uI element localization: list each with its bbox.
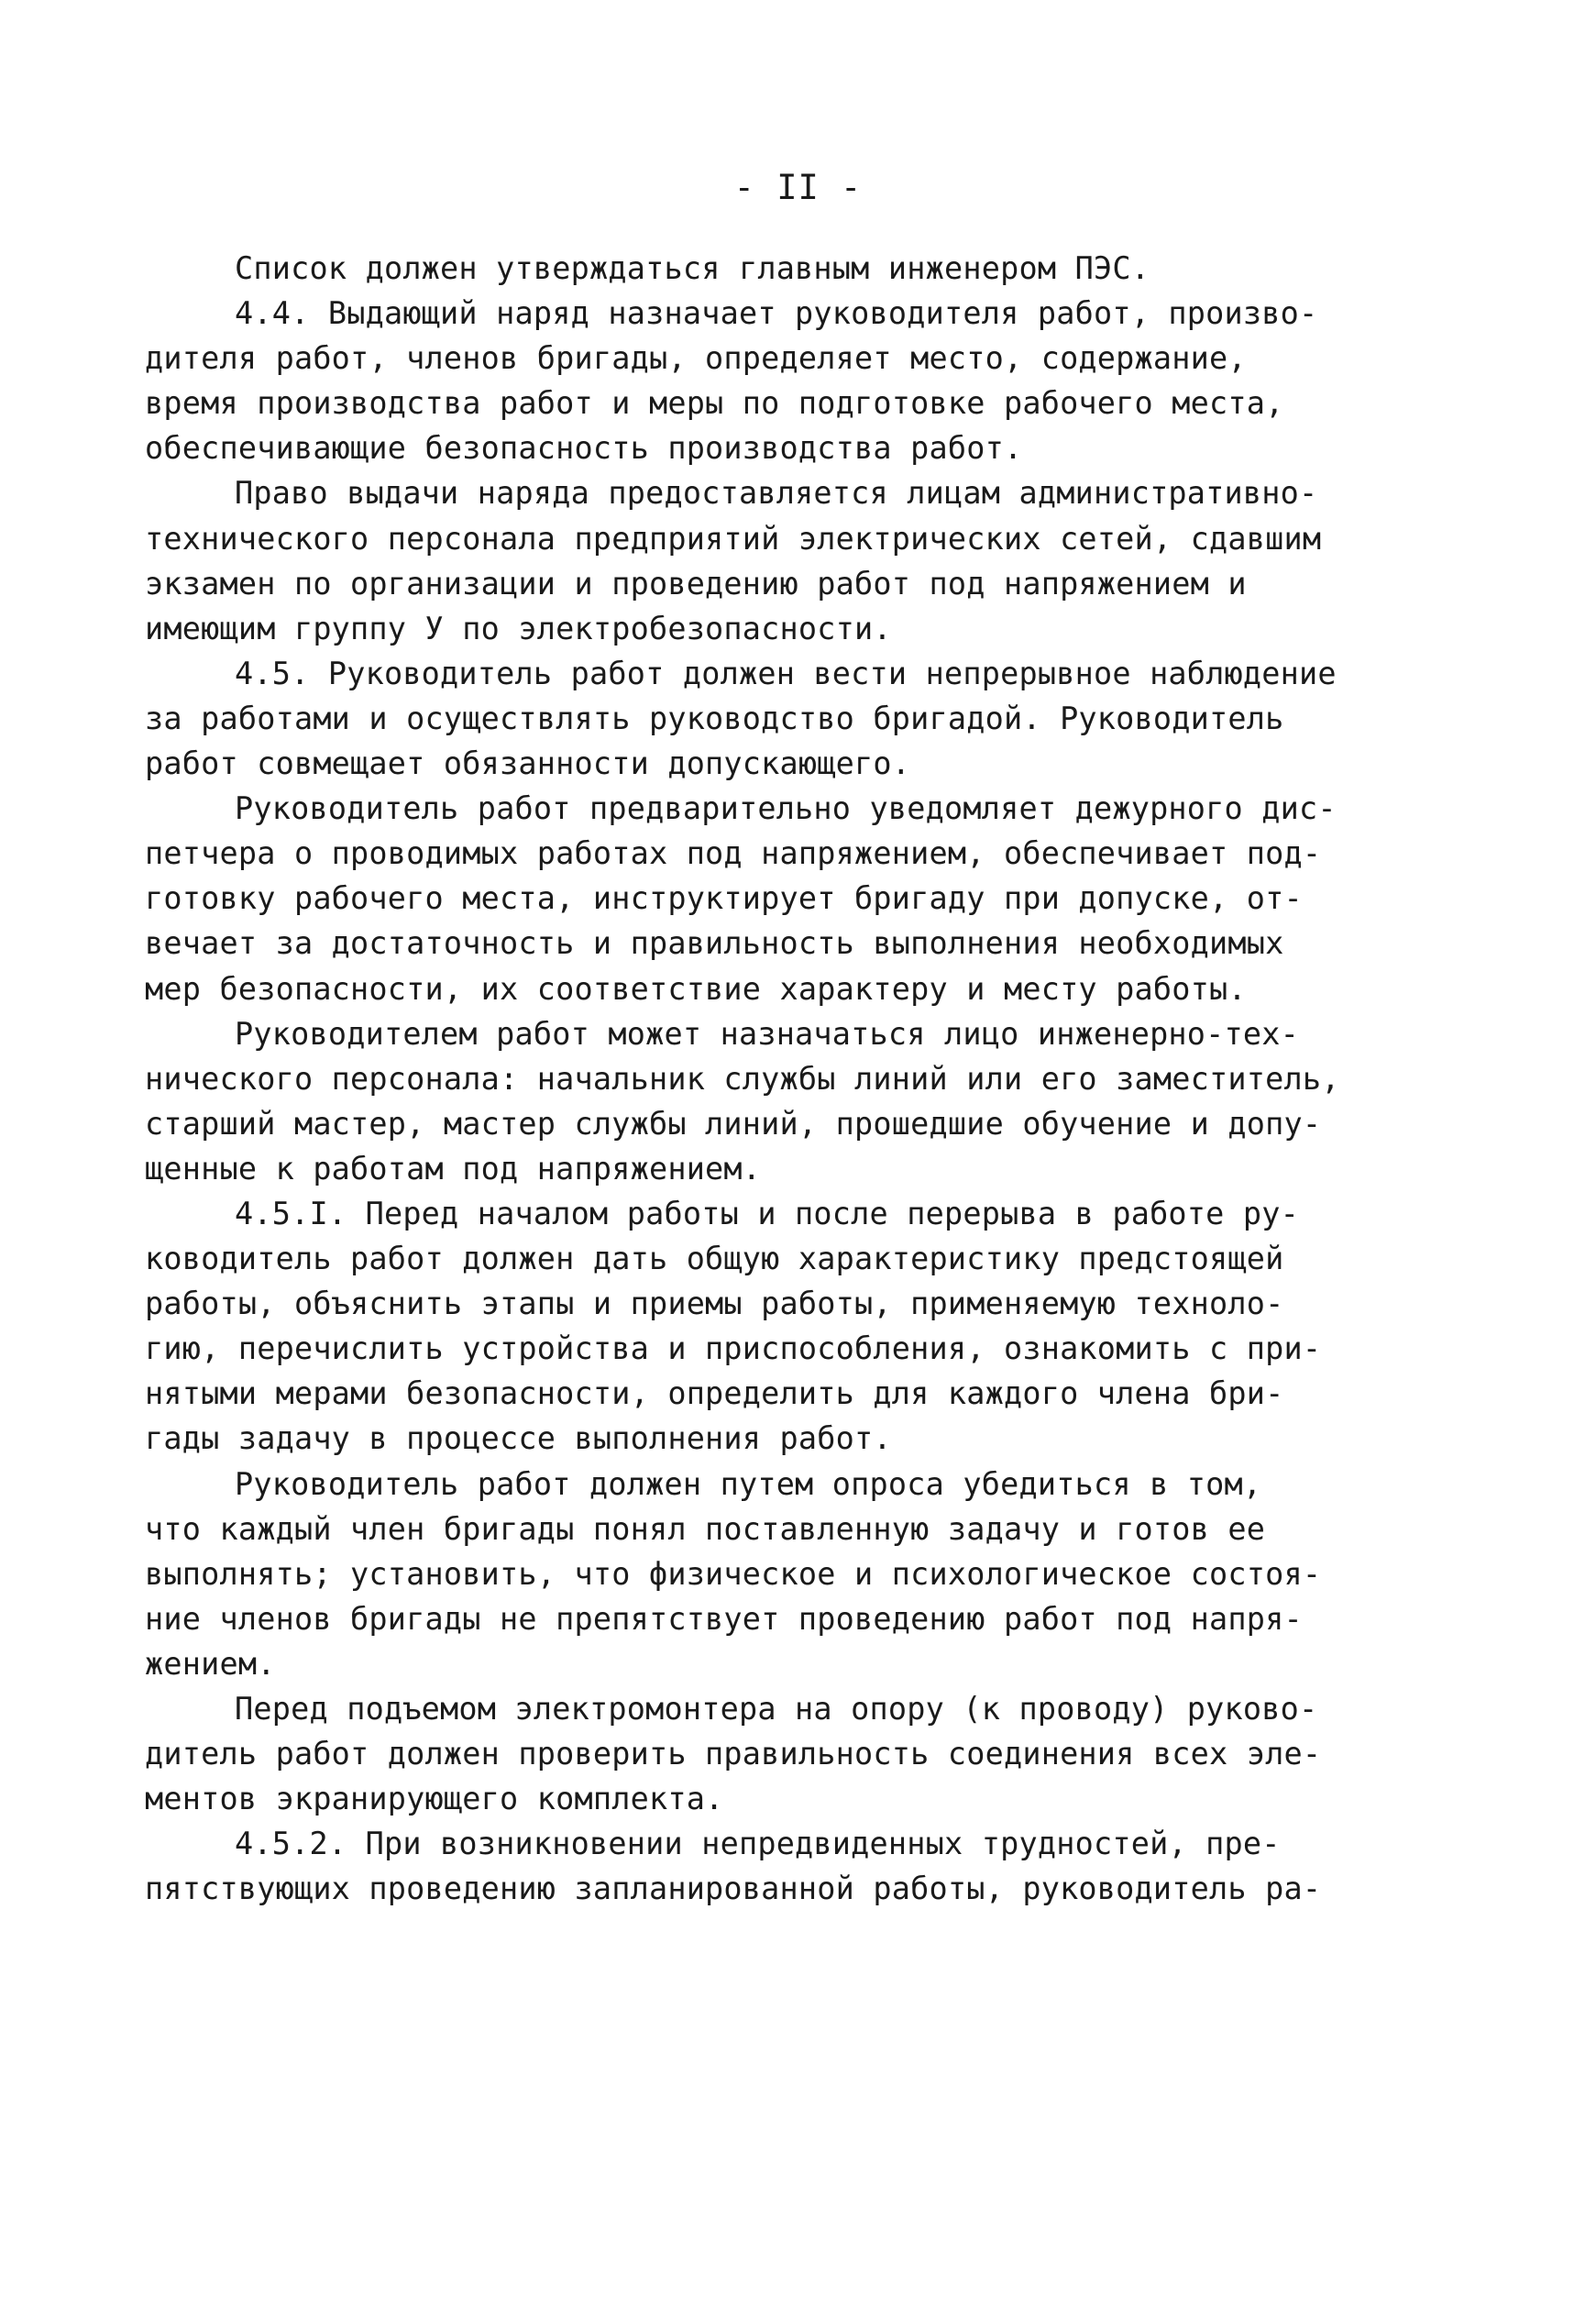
page-number: - II -	[733, 168, 863, 207]
text-line: мер безопасности, их соответствие характеру и месту работы.	[145, 970, 1247, 1007]
text-line: вечает за достаточность и правильность выполнения необходимых	[145, 925, 1284, 962]
text-line: пятствующих проведению запланированной работы, руководитель ра-	[145, 1871, 1322, 1907]
text-line: имеющим группу У по электробезопасности.	[145, 610, 892, 646]
text-line: 4.4. Выдающий наряд назначает руководителя работ, произво-	[235, 295, 1318, 332]
text-line: Руководитель работ должен путем опроса убедиться в том,	[235, 1465, 1262, 1502]
text-line: ментов экранирующего комплекта.	[145, 1781, 724, 1817]
text-line: дителя работ, членов бригады, определяет место, содержание,	[145, 340, 1247, 377]
text-line: 4.5.2. При возникновении непредвиденных трудностей, пре-	[235, 1826, 1281, 1862]
text-line: Руководитель работ предварительно уведомляет дежурного дис-	[235, 790, 1337, 827]
text-line: Право выдачи наряда предоставляется лицам административно-	[235, 475, 1318, 512]
text-line: экзамен по организации и проведению работ под напряжением и	[145, 565, 1247, 602]
text-line: щенные к работам под напряжением.	[145, 1150, 762, 1187]
text-line: ководитель работ должен дать общую характеристику предстоящей	[145, 1241, 1284, 1277]
text-line: за работами и осуществлять руководство бригадой. Руководитель	[145, 700, 1284, 736]
text-line: дитель работ должен проверить правильность соединения всех эле-	[145, 1736, 1322, 1772]
text-line: технического персонала предприятий электрических сетей, сдавшим	[145, 520, 1322, 557]
text-line: ние членов бригады не препятствует проведению работ под напря-	[145, 1600, 1303, 1637]
text-line: 4.5.I. Перед началом работы и после перерыва в работе ру-	[235, 1195, 1300, 1231]
text-line: 4.5. Руководитель работ должен вести непрерывное наблюдение	[235, 655, 1337, 691]
text-line: жением.	[145, 1645, 276, 1682]
text-line: петчера о проводимых работах под напряжением, обеспечивает под-	[145, 835, 1322, 872]
text-line: гады задачу в процессе выполнения работ.	[145, 1420, 892, 1457]
body-text	[145, 246, 1355, 1911]
text-line: готовку рабочего места, инструктирует бригаду при допуске, от-	[145, 880, 1303, 917]
text-line: гию, перечислить устройства и приспособления, ознакомить с при-	[145, 1330, 1322, 1367]
text-line: Перед подъемом электромонтера на опору (к проводу) руково-	[235, 1691, 1318, 1727]
text-line: нического персонала: начальник службы линий или его заместитель,	[145, 1060, 1340, 1097]
text-line: старший мастер, мастер службы линий, прошедшие обучение и допу-	[145, 1105, 1322, 1142]
text-line: работ совмещает обязанности допускающего.	[145, 745, 911, 782]
text-line: что каждый член бригады понял поставленную задачу и готов ее	[145, 1510, 1266, 1547]
text-line: выполнять; установить, что физическое и психологическое состоя-	[145, 1555, 1322, 1592]
text-line: обеспечивающие безопасность производства работ.	[145, 430, 1023, 467]
text-line: работы, объяснить этапы и приемы работы, применяемую техноло-	[145, 1286, 1284, 1322]
text-line: нятыми мерами безопасности, определить для каждого члена бри-	[145, 1375, 1284, 1412]
text-line: Список должен утверждаться главным инженером ПЭС.	[235, 250, 1150, 286]
text-line: Руководителем работ может назначаться лицо инженерно-тех-	[235, 1015, 1300, 1052]
text-line: время производства работ и меры по подготовке рабочего места,	[145, 385, 1284, 422]
